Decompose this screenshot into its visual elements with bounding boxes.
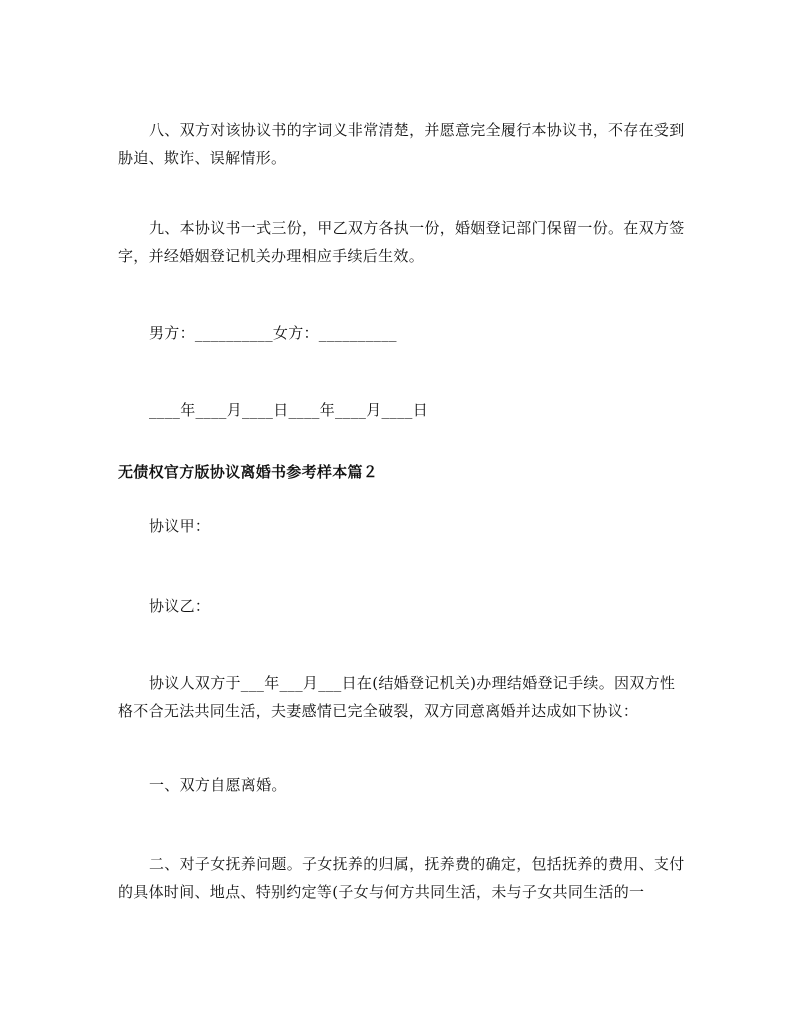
- paragraph-clause-8: 八、双方对该协议书的字词义非常清楚，并愿意完全履行本协议书，不存在受到胁迫、欺诈、误解情形。: [118, 121, 685, 167]
- party-b-label: 协议乙：: [149, 597, 211, 615]
- paragraph-clause-1: 一、双方自愿离婚。: [149, 776, 287, 794]
- signature-line: 男方：__________女方：__________: [149, 324, 397, 342]
- paragraph-clause-2: 二、对子女抚养问题。子女抚养的归属，抚养费的确定，包括抚养的费用、支付的具体时间、地点、特别约定等(子女与何方共同生活，未与子女共同生活的一: [118, 855, 685, 901]
- section-heading: 无债权官方版协议离婚书参考样本篇２: [118, 463, 379, 481]
- paragraph-clause-9: 九、本协议书一式三份，甲乙双方各执一份，婚姻登记部门保留一份。在双方签字，并经婚姻登记机关办理相应手续后生效。: [118, 219, 685, 265]
- paragraph-intro: 协议人双方于___年___月___日在(结婚登记机关)办理结婚登记手续。因双方性格不合无法共同生活，夫妻感情已完全破裂，双方同意离婚并达成如下协议：: [118, 674, 676, 720]
- date-line: ____年____月____日____年____月____日: [149, 401, 429, 419]
- party-a-label: 协议甲：: [149, 517, 211, 535]
